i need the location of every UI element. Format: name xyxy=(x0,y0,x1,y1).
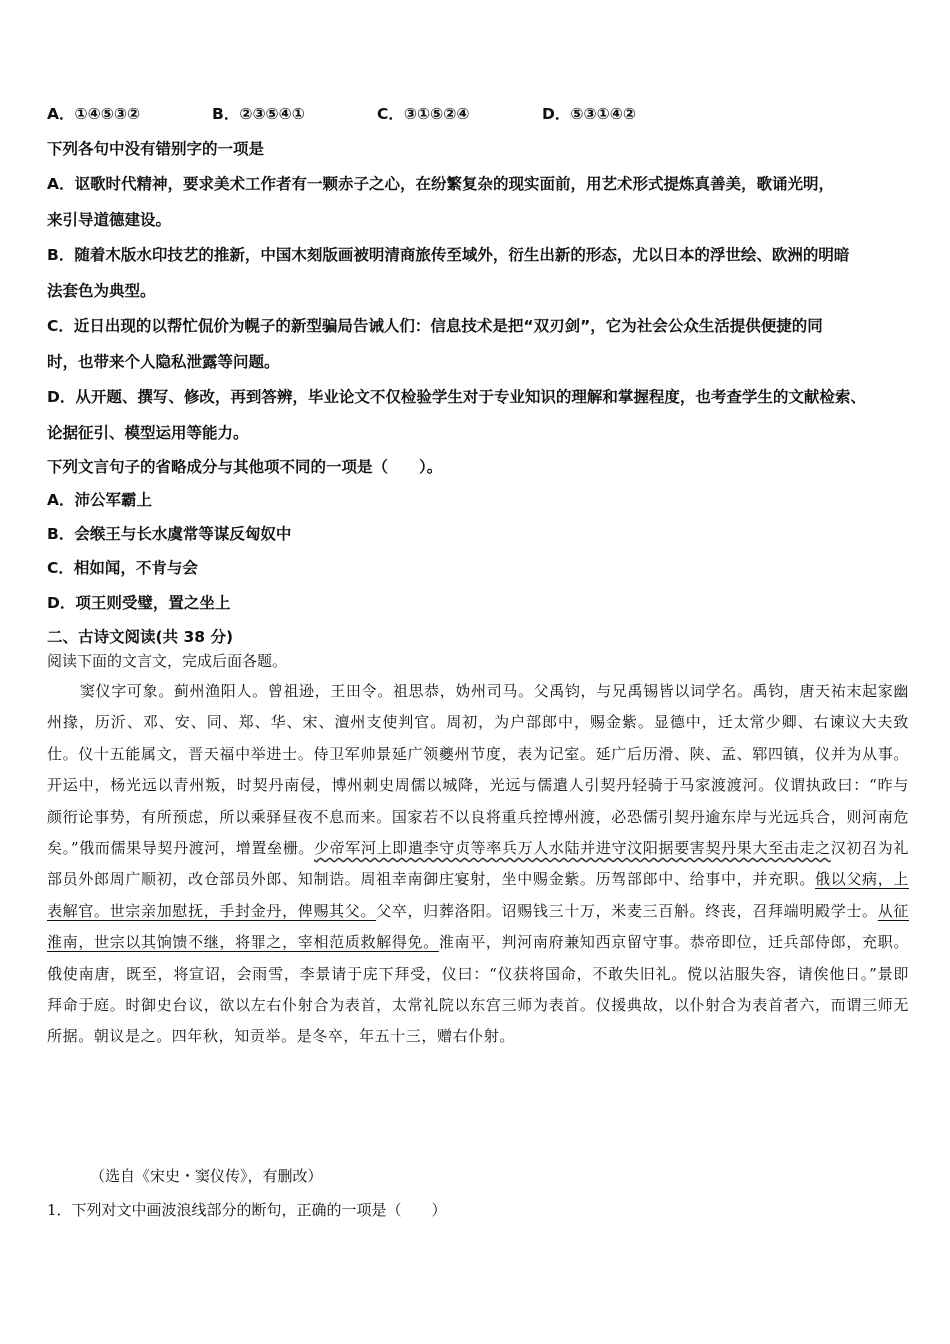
classical-chinese-passage xyxy=(47,676,909,1053)
section-instruction: 阅读下面的文言文，完成后面各题。 xyxy=(47,652,288,670)
option-c[interactable]: C．③①⑤②④ xyxy=(377,105,470,123)
section-heading: 二、古诗文阅读(共 38 分) xyxy=(47,628,234,646)
typo-option-c-cont: 时，也带来个人隐私泄露等问题。 xyxy=(47,353,280,371)
option-a[interactable]: A．①④⑤③② xyxy=(47,105,141,123)
option-b[interactable]: B．②③⑤④① xyxy=(212,105,305,123)
passage-text: 窦仪字可象。蓟州渔阳人。曾祖逊，王田令。祖思恭，妫州司马。父禹钧，与兄禹锡皆以词学名。禹钧，唐天祐末起家幽州掾，历沂、邓、安、同、郑、华、宋、澶州支使判官。周初，为户部郎中，赐金紫。显德中，迁太常少卿、右谏议大夫致仕。仪十五能属文，晋天福中举进士。侍卫军帅景延广领夔州节度，表为记室。延广后历滑、陕、孟、郓四镇，仪并为从事。开运中，杨光远以青州叛，时契丹南侵，博州刺史周儒以城降，光远与儒遣人引契丹轻骑于马家渡渡河。仪谓执政曰：“昨与颜衎论事势，有所预虑，所以乘驿昼夜不息而来。国家若不以良将重兵控博州渡，必恐儒引契丹逾东岸与光远兵合，则河南危矣。”俄而儒果导契丹渡河，增置垒栅。 xyxy=(47,682,909,858)
typo-option-d-cont: 论据征引、模型运用等能力。 xyxy=(47,424,249,442)
typo-option-a-cont: 来引导道德建设。 xyxy=(47,211,172,229)
typo-option-c[interactable]: C．近日出现的以帮忙侃价为幌子的新型骗局告诫人们：信息技术是把“双刃剑”，它为社会公众生活提供便捷的同 xyxy=(47,317,823,335)
passage-text: 父卒，归葬洛阳。诏赐钱三十万，米麦三百斛。终丧，召拜端明殿学士。 xyxy=(376,901,878,920)
omission-option-a[interactable]: A．沛公军霸上 xyxy=(47,491,152,509)
typo-option-b[interactable]: B．随着木版水印技艺的推新，中国木刻版画被明清商旅传至域外，衍生出新的形态，尤以日本的浮世绘、欧洲的明暗 xyxy=(47,246,850,264)
answer-options-row xyxy=(47,102,636,124)
passage-text: 淮南平，判河南府兼知西京留守事。恭帝即位，迁兵部侍郎，充职。俄使南唐，既至，将宣诏，会雨雪，李景请于庑下拜受，仪曰：“仪获将国命，不敢失旧礼。傥以沾服失容，请俟他日。”景即拜命于庭。时御史台议，欲以左右仆射合为表首，太常礼院以东宫三师为表首。仪援典故，以仆射合为表首者六，而谓三师无所据。朝议是之。四年秋，知贡举。是冬卒，年五十三，赠右仆射。 xyxy=(47,933,909,1046)
passage-source: （选自《宋史・窦仪传》，有删改） xyxy=(90,1167,323,1185)
omission-option-d[interactable]: D．项王则受璧，置之坐上 xyxy=(47,594,231,612)
omission-option-b[interactable]: B．会缑王与长水虞常等谋反匈奴中 xyxy=(47,525,292,543)
option-d[interactable]: D．⑤③①④② xyxy=(542,105,636,123)
wavy-underlined-text: 少帝军河上即遣李守贞等率兵万人水陆并进守汶阳据要害契丹果大至击走之 xyxy=(314,839,831,858)
question-stem-typo: 下列各句中没有错别字的一项是 xyxy=(47,140,265,158)
passage-paragraph xyxy=(47,676,909,1053)
passage-text: 汉初召为礼部员外郎周广顺初，改仓部员外郎、知制诰。周祖幸南御庄宴射，坐中赐金紫。历驾部郎中、给事中，并充职。 xyxy=(47,839,909,889)
question-stem-omission: 下列文言句子的省略成分与其他项不同的一项是（ ）。 xyxy=(47,458,443,476)
underlined-sentence-1: 俄以父病，上表解官。世宗亲加慰抚，手封金丹，俾赐其父。 xyxy=(47,870,910,920)
omission-option-c[interactable]: C．相如闻，不肯与会 xyxy=(47,559,198,577)
typo-option-d[interactable]: D．从开题、撰写、修改，再到答辨，毕业论文不仅检验学生对于专业知识的理解和掌握程度，也考查学生的文献检索、 xyxy=(47,388,866,406)
question-1-stem: 1．下列对文中画波浪线部分的断句，正确的一项是（ ） xyxy=(47,1201,447,1219)
typo-option-b-cont: 法套色为典型。 xyxy=(47,282,156,300)
underlined-sentence-2: 从征淮南，世宗以其饷馈不继，将罪之，宰相范质救解得免。 xyxy=(47,901,910,952)
typo-option-a[interactable]: A．讴歌时代精神，要求美术工作者有一颗赤子之心，在纷繁复杂的现实面前，用艺术形式提炼真善美，歌诵光明， xyxy=(47,175,834,193)
